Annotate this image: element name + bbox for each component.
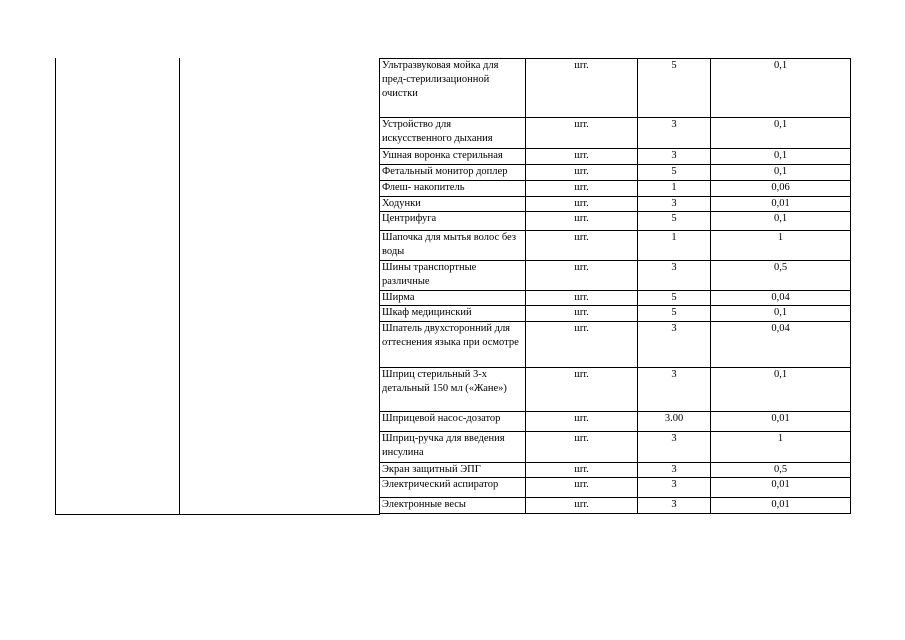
table-row <box>380 197 851 212</box>
quantity-cell: 3 <box>638 197 711 212</box>
table-row <box>380 261 851 291</box>
quantity-cell: 3.00 <box>638 412 711 432</box>
item-name-cell: Шины транспортные различные <box>380 261 526 291</box>
quantity-cell: 5 <box>638 59 711 118</box>
table-row <box>380 322 851 368</box>
item-name-cell: Шприц-ручка для введения инсулина <box>380 432 526 463</box>
unit-cell: шт. <box>526 306 638 322</box>
unit-cell: шт. <box>526 212 638 231</box>
item-name-cell: Шприцевой насос-дозатор <box>380 412 526 432</box>
column-border <box>179 58 180 515</box>
coefficient-cell: 0,01 <box>711 412 851 432</box>
item-name-cell: Ширма <box>380 291 526 306</box>
table-row <box>380 368 851 412</box>
coefficient-cell: 1 <box>711 231 851 261</box>
unit-cell: шт. <box>526 118 638 149</box>
coefficient-cell: 0,01 <box>711 498 851 514</box>
item-name-cell: Ходунки <box>380 197 526 212</box>
quantity-cell: 3 <box>638 478 711 498</box>
table-row <box>380 59 851 118</box>
equipment-table <box>379 58 851 514</box>
unit-cell: шт. <box>526 432 638 463</box>
table-row <box>380 181 851 197</box>
unit-cell: шт. <box>526 165 638 181</box>
table-row <box>380 212 851 231</box>
quantity-cell: 3 <box>638 322 711 368</box>
table-row <box>380 231 851 261</box>
item-name-cell: Электронные весы <box>380 498 526 514</box>
coefficient-cell: 0,01 <box>711 197 851 212</box>
table-row <box>380 432 851 463</box>
unit-cell: шт. <box>526 149 638 165</box>
coefficient-cell: 0,1 <box>711 118 851 149</box>
item-name-cell: Экран защитный ЭПГ <box>380 463 526 478</box>
coefficient-cell: 0,1 <box>711 165 851 181</box>
quantity-cell: 5 <box>638 291 711 306</box>
unit-cell: шт. <box>526 463 638 478</box>
item-name-cell: Фетальный монитор доплер <box>380 165 526 181</box>
table-row <box>380 463 851 478</box>
coefficient-cell: 0,1 <box>711 59 851 118</box>
coefficient-cell: 1 <box>711 432 851 463</box>
unit-cell: шт. <box>526 59 638 118</box>
item-name-cell: Ультразвуковая мойка для пред-стерилизационной очистки <box>380 59 526 118</box>
unit-cell: шт. <box>526 291 638 306</box>
coefficient-cell: 0,01 <box>711 478 851 498</box>
quantity-cell: 3 <box>638 149 711 165</box>
unit-cell: шт. <box>526 322 638 368</box>
coefficient-cell: 0,5 <box>711 261 851 291</box>
coefficient-cell: 0,1 <box>711 149 851 165</box>
item-name-cell: Ушная воронка стерильная <box>380 149 526 165</box>
coefficient-cell: 0,1 <box>711 212 851 231</box>
item-name-cell: Шприц стерильный 3-х детальный 150 мл («Жане») <box>380 368 526 412</box>
unit-cell: шт. <box>526 181 638 197</box>
item-name-cell: Центрифуга <box>380 212 526 231</box>
unit-cell: шт. <box>526 498 638 514</box>
column-border <box>55 58 56 515</box>
unit-cell: шт. <box>526 478 638 498</box>
table-row <box>380 498 851 514</box>
coefficient-cell: 0,1 <box>711 306 851 322</box>
table-row <box>380 165 851 181</box>
item-name-cell: Электрический аспиратор <box>380 478 526 498</box>
unit-cell: шт. <box>526 197 638 212</box>
table-row <box>380 118 851 149</box>
table-row <box>380 149 851 165</box>
quantity-cell: 3 <box>638 463 711 478</box>
quantity-cell: 5 <box>638 212 711 231</box>
table-row <box>380 291 851 306</box>
coefficient-cell: 0,06 <box>711 181 851 197</box>
item-name-cell: Устройство для искусственного дыхания <box>380 118 526 149</box>
quantity-cell: 3 <box>638 118 711 149</box>
coefficient-cell: 0,5 <box>711 463 851 478</box>
unit-cell: шт. <box>526 261 638 291</box>
item-name-cell: Шкаф медицинский <box>380 306 526 322</box>
table-bottom-border <box>55 514 380 515</box>
coefficient-cell: 0,1 <box>711 368 851 412</box>
quantity-cell: 3 <box>638 261 711 291</box>
quantity-cell: 3 <box>638 432 711 463</box>
unit-cell: шт. <box>526 412 638 432</box>
table-row <box>380 412 851 432</box>
item-name-cell: Флеш- накопитель <box>380 181 526 197</box>
quantity-cell: 3 <box>638 368 711 412</box>
coefficient-cell: 0,04 <box>711 291 851 306</box>
item-name-cell: Шапочка для мытья волос без воды <box>380 231 526 261</box>
quantity-cell: 5 <box>638 306 711 322</box>
unit-cell: шт. <box>526 368 638 412</box>
quantity-cell: 1 <box>638 181 711 197</box>
empty-left-columns <box>55 58 380 515</box>
quantity-cell: 5 <box>638 165 711 181</box>
item-name-cell: Шпатель двухсторонний для оттеснения языка при осмотре <box>380 322 526 368</box>
table-row <box>380 478 851 498</box>
quantity-cell: 1 <box>638 231 711 261</box>
table-row <box>380 306 851 322</box>
quantity-cell: 3 <box>638 498 711 514</box>
coefficient-cell: 0,04 <box>711 322 851 368</box>
unit-cell: шт. <box>526 231 638 261</box>
